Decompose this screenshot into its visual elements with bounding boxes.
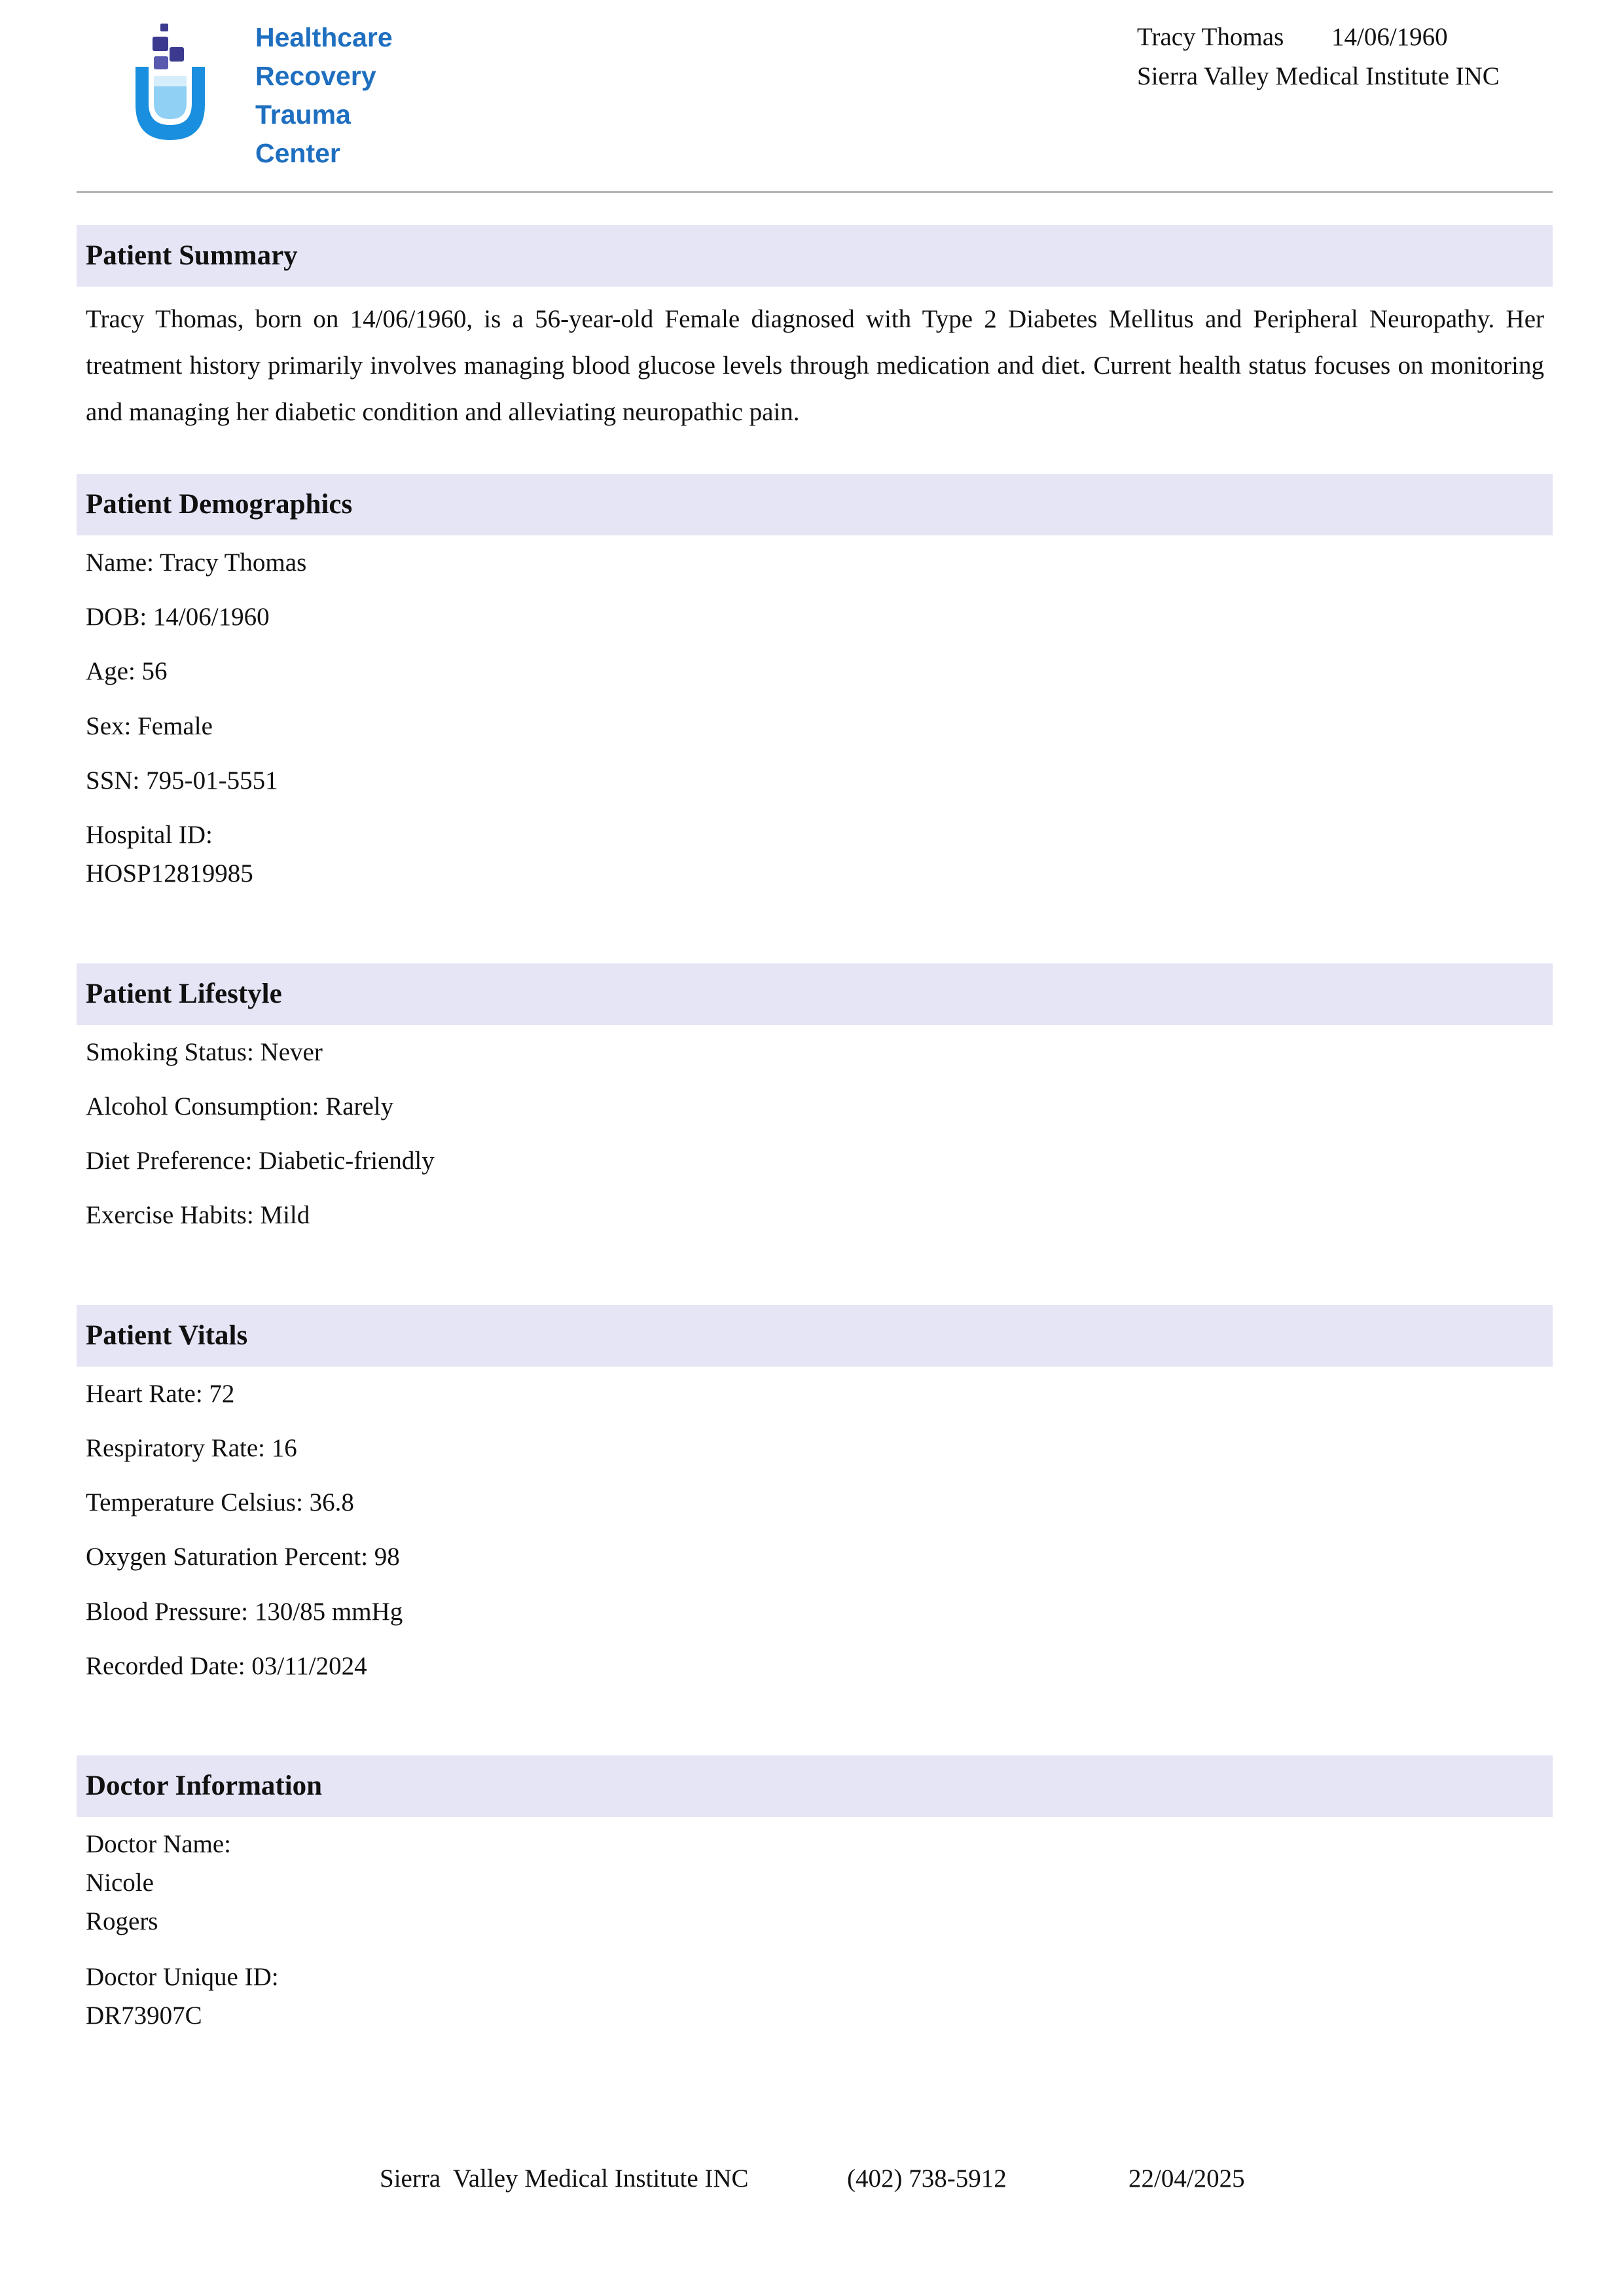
doctor-first-name: Nicole: [86, 1869, 154, 1897]
summary-section-header: [77, 225, 1553, 287]
footer-institution: Sierra Valley Medical Institute INC: [380, 2164, 749, 2193]
demographics-name: Name: Tracy Thomas: [86, 548, 307, 577]
summary-text: Tracy Thomas, born on 14/06/1960, is a 56-year-old Female diagnosed with Type 2 Diabetes Mellitus and Peripheral Neuropathy. Her treatment history primarily involves managing blood glucose levels through medication and diet. Current health status focuses on monitoring and managing her diabetic condition and alleviating neuropathic pain.: [86, 305, 1544, 426]
demographics-ssn: SSN: 795-01-5551: [86, 766, 278, 795]
lifestyle-diet: Diet Preference: Diabetic-friendly: [86, 1147, 435, 1175]
footer-date: 22/04/2025: [1128, 2164, 1245, 2193]
demographics-hospital-id-value: HOSP12819985: [86, 859, 253, 888]
doctor-id-label: Doctor Unique ID:: [86, 1963, 279, 1991]
header-patient-dob: 14/06/1960: [1331, 23, 1448, 51]
vitals-temperature: Temperature Celsius: 36.8: [86, 1488, 354, 1516]
organization-name: [255, 18, 393, 173]
doctor-last-name: Rogers: [86, 1907, 158, 1935]
lifestyle-exercise: Exercise Habits: Mild: [86, 1201, 310, 1229]
org-name-line: Recovery: [255, 61, 376, 91]
org-name-line: Healthcare: [255, 22, 393, 52]
footer-phone: (402) 738-5912: [847, 2164, 1007, 2193]
section-title: Patient Demographics: [86, 489, 353, 520]
header-institution: Sierra Valley Medical Institute INC: [1137, 62, 1500, 90]
vitals-oxygen: Oxygen Saturation Percent: 98: [86, 1543, 400, 1571]
org-name-line: Center: [255, 138, 340, 168]
demographics-age: Age: 56: [86, 657, 168, 685]
vitals-heart-rate: Heart Rate: 72: [86, 1380, 235, 1408]
lifestyle-smoking: Smoking Status: Never: [86, 1038, 323, 1066]
vitals-section-header: [77, 1305, 1553, 1367]
vitals-blood-pressure: Blood Pressure: 130/85 mmHg: [86, 1598, 403, 1626]
section-title: Patient Summary: [86, 240, 298, 271]
lifestyle-alcohol: Alcohol Consumption: Rarely: [86, 1092, 394, 1121]
demographics-hospital-id-label: Hospital ID:: [86, 821, 213, 849]
demographics-section-header: [77, 474, 1553, 535]
doctor-id-value: DR73907C: [86, 2001, 202, 2030]
demographics-dob: DOB: 14/06/1960: [86, 603, 270, 631]
vitals-recorded-date: Recorded Date: 03/11/2024: [86, 1652, 367, 1680]
org-name-line: Trauma: [255, 99, 351, 130]
header-patient-name: Tracy Thomas: [1137, 23, 1284, 51]
vitals-respiratory-rate: Respiratory Rate: 16: [86, 1434, 297, 1462]
lifestyle-section-header: [77, 963, 1553, 1025]
section-title: Patient Lifestyle: [86, 978, 282, 1009]
section-title: Patient Vitals: [86, 1320, 248, 1351]
header-divider: [77, 191, 1553, 193]
demographics-sex: Sex: Female: [86, 712, 213, 740]
section-title: Doctor Information: [86, 1770, 323, 1801]
test-tube-cross-logo-icon: [134, 24, 206, 143]
doctor-section-header: [77, 1755, 1553, 1817]
doctor-name-label: Doctor Name:: [86, 1830, 232, 1858]
